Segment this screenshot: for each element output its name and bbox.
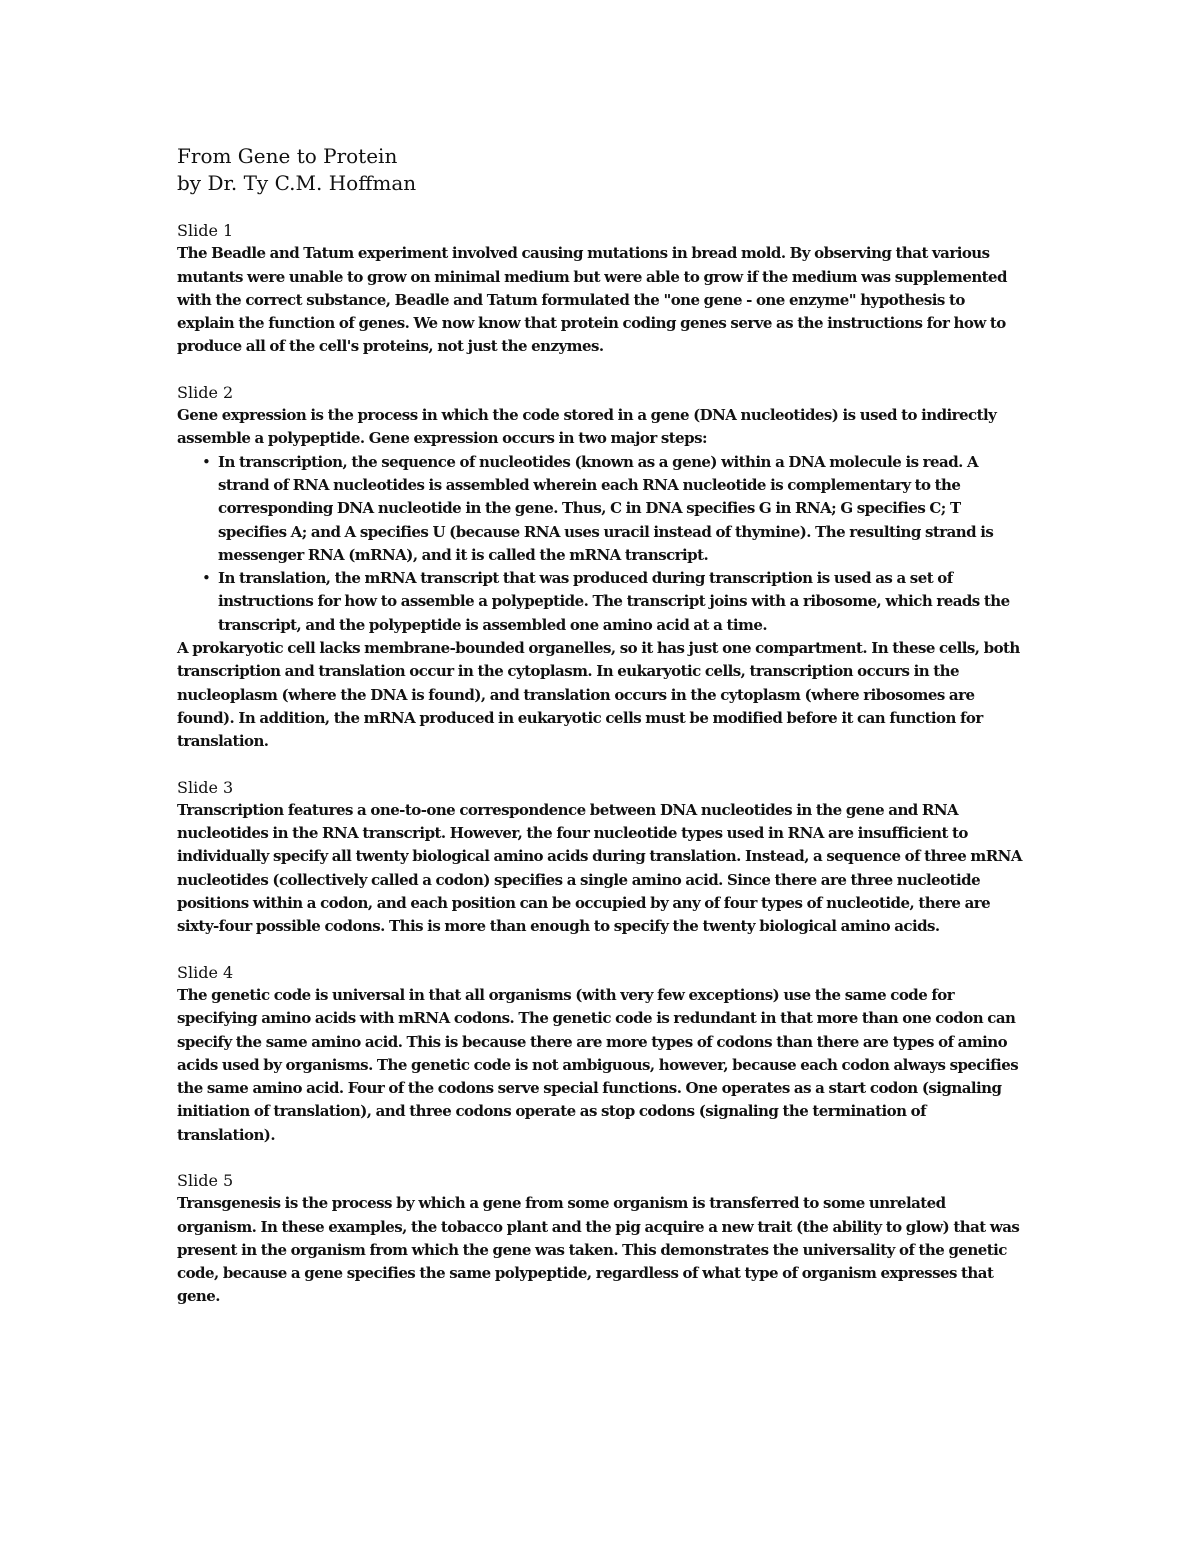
bullet-icon: • bbox=[202, 569, 211, 588]
slide-4-paragraph: The genetic code is universal in that all organisms (with very few exceptions) use the same code for specifying amino acids with mRNA codons. The genetic code is redundant in that more than one codon can specify the same amino acid. This is because there are more types of codons than there are types of amino acids used by organisms. The genetic code is not ambiguous, however, because each codon always specifies the same amino acid. Four of the codons serve special functions. One operates as a start codon (signaling initiation of translation), and three codons operate as stop codons (signaling the termination of translation). bbox=[177, 985, 1019, 1144]
slide-3-section bbox=[177, 776, 1025, 939]
slide-3-paragraph: Transcription features a one-to-one correspondence between DNA nucleotides in the gene and RNA nucleotides in the RNA transcript. However, the four nucleotide types used in RNA are insufficient to individually specify all twenty biological amino acids during translation. Instead, a sequence of three mRNA nucleotides (collectively called a codon) specifies a single amino acid. Since there are three nucleotide positions within a codon, and each position can be occupied by any of four types of nucleotide, there are sixty-four possible codons. This is more than enough to specify the twenty biological amino acids. bbox=[177, 800, 1022, 936]
document-author: by Dr. Ty C.M. Hoffman bbox=[177, 171, 417, 195]
slide-5-paragraph: Transgenesis is the process by which a gene from some organism is transferred to some unrelated organism. In these examples, the tobacco plant and the pig acquire a new trait (the ability to glow) that was present in the organism from which the gene was taken. This demonstrates the universality of the genetic code, because a gene specifies the same polypeptide, regardless of what type of organism expresses that gene. bbox=[177, 1194, 1020, 1306]
slide-4-section bbox=[177, 961, 1025, 1147]
slide-2-bullet-list bbox=[177, 451, 1025, 637]
list-item bbox=[202, 451, 1025, 567]
slide-1-section bbox=[177, 219, 1025, 359]
slide-3-heading: Slide 3 bbox=[177, 777, 234, 797]
slide-2-outro: A prokaryotic cell lacks membrane-bounded organelles, so it has just one compartment. In these cells, both transcription and translation occur in the cytoplasm. In eukaryotic cells, transcription occurs in the nucleoplasm (where the DNA is found), and translation occurs in the cytoplasm (where ribosomes are found). In addition, the mRNA produced in eukaryotic cells must be modified before it can function for translation. bbox=[177, 639, 1020, 751]
slide-1-heading: Slide 1 bbox=[177, 221, 234, 240]
slide-2-heading: Slide 2 bbox=[177, 382, 234, 402]
slide-4-heading: Slide 4 bbox=[177, 962, 234, 982]
document-page bbox=[177, 143, 1025, 1331]
slide-5-heading: Slide 5 bbox=[177, 1170, 234, 1190]
bullet-text-translation: In translation, the mRNA transcript that was produced during transcription is used as a set of instructions for how to assemble a polypeptide. The transcript joins with a ribosome, which reads the transcript, and the polypeptide is assembled one amino acid at a time. bbox=[218, 569, 1010, 634]
slide-5-section bbox=[177, 1169, 1025, 1309]
list-item bbox=[202, 567, 1025, 637]
bullet-text-transcription: In transcription, the sequence of nucleotides (known as a gene) within a DNA molecule is read. A strand of RNA nucleotides is assembled wherein each RNA nucleotide is complementary to the corresponding DNA nucleotide in the gene. Thus, C in DNA specifies G in RNA; G specifies C; T specifies A; and A specifies U (because RNA uses uracil instead of thymine). The resulting strand is messenger RNA (mRNA), and it is called the mRNA transcript. bbox=[218, 452, 994, 564]
bullet-icon: • bbox=[202, 452, 211, 471]
document-header bbox=[177, 143, 1025, 197]
document-title: From Gene to Protein bbox=[177, 144, 398, 168]
slide-1-paragraph: The Beadle and Tatum experiment involved causing mutations in bread mold. By observing that various mutants were unable to grow on minimal medium but were able to grow if the medium was supplemented with the correct substance, Beadle and Tatum formulated the "one gene - one enzyme" hypothesis to explain the function of genes. We now know that protein coding genes serve as the instructions for how to produce all of the cell's proteins, not just the enzymes. bbox=[177, 244, 1007, 356]
slide-2-intro: Gene expression is the process in which the code stored in a gene (DNA nucleotides) is used to indirectly assemble a polypeptide. Gene expression occurs in two major steps: bbox=[177, 406, 997, 448]
slide-2-section bbox=[177, 381, 1025, 754]
